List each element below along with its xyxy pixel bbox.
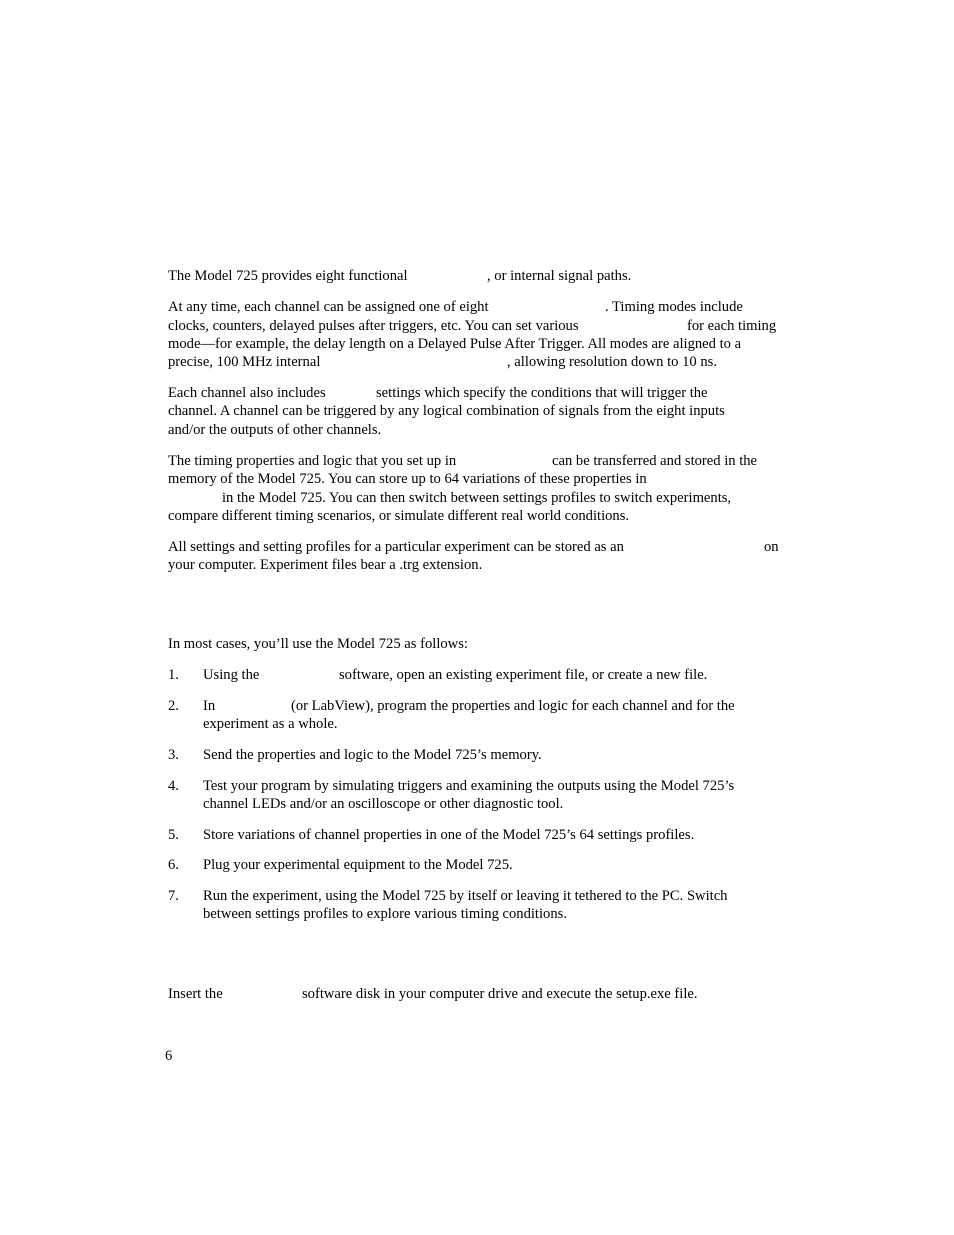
overview-p5-line2: your computer. Experiment files bear a .trg extension. [168, 557, 483, 573]
install-text-b: software disk in your computer drive and execute the setup.exe file. [302, 986, 698, 1002]
overview-p4-line4: compare different timing scenarios, or simulate different real world conditions. [168, 508, 630, 524]
overview-p2-line4-b: , allowing resolution down to 10 ns. [507, 354, 717, 370]
overview-p5-line1-a: All settings and setting profiles for a particular experiment can be stored as an [168, 539, 624, 555]
overview-p2-line4-a: precise, 100 MHz internal [168, 354, 321, 370]
overview-p3-line2: channel. A channel can be triggered by any logical combination of signals from the eight inputs [168, 403, 725, 419]
step-text-a: In [203, 698, 216, 714]
overview-p1-text-b: , or internal signal paths. [487, 268, 632, 284]
overview-p3-line1-a: Each channel also includes [168, 385, 326, 401]
step-text-line2: channel LEDs and/or an oscilloscope or other diagnostic tool. [203, 796, 564, 812]
overview-p2-line1-b: . Timing modes include [605, 299, 743, 315]
overview-p4-line3: in the Model 725. You can then switch between settings profiles to switch experiments, [222, 490, 732, 506]
overview-p2-line1-a: At any time, each channel can be assigned one of eight [168, 299, 489, 315]
step-text: Test your program by simulating triggers and examining the outputs using the Model 725’s [203, 778, 735, 794]
overview-p3-line3: and/or the outputs of other channels. [168, 422, 382, 438]
step-number: 4. [168, 778, 179, 794]
step-text-line2: between settings profiles to explore various timing conditions. [203, 906, 567, 922]
overview-p4-line2: memory of the Model 725. You can store up to 64 variations of these properties in [168, 471, 647, 487]
overview-p5-line1-b: on [764, 539, 779, 555]
step-text: Plug your experimental equipment to the Model 725. [203, 857, 513, 873]
page-number: 6 [165, 1048, 173, 1064]
step-number: 6. [168, 857, 179, 873]
step-text: Send the properties and logic to the Model 725’s memory. [203, 747, 542, 763]
overview-p3-line1-b: settings which specify the conditions that will trigger the [376, 385, 708, 401]
overview-p1-text-a: The Model 725 provides eight functional [168, 268, 408, 284]
step-number: 7. [168, 888, 179, 904]
step-text-a: Using the [203, 667, 260, 683]
step-number: 3. [168, 747, 179, 763]
step-number: 5. [168, 827, 179, 843]
step-text: Run the experiment, using the Model 725 by itself or leaving it tethered to the PC. Switch [203, 888, 728, 904]
step-text-line2: experiment as a whole. [203, 716, 338, 732]
step-number: 1. [168, 667, 179, 683]
overview-p2-line2-a: clocks, counters, delayed pulses after triggers, etc. You can set various [168, 318, 579, 334]
step-text: Store variations of channel properties in one of the Model 725’s 64 settings profiles. [203, 827, 695, 843]
step-text-b: (or LabView), program the properties and logic for each channel and for the [291, 698, 735, 714]
step-number: 2. [168, 698, 179, 714]
overview-p4-line1-b: can be transferred and stored in the [552, 453, 758, 469]
usage-intro: In most cases, you’ll use the Model 725 as follows: [168, 636, 468, 652]
step-text-b: software, open an existing experiment file, or create a new file. [339, 667, 708, 683]
overview-p2-line3: mode—for example, the delay length on a Delayed Pulse After Trigger. All modes are aligned to a [168, 336, 742, 352]
overview-p4-line1-a: The timing properties and logic that you set up in [168, 453, 457, 469]
overview-p2-line2-b: for each timing [687, 318, 777, 334]
install-text-a: Insert the [168, 986, 223, 1002]
